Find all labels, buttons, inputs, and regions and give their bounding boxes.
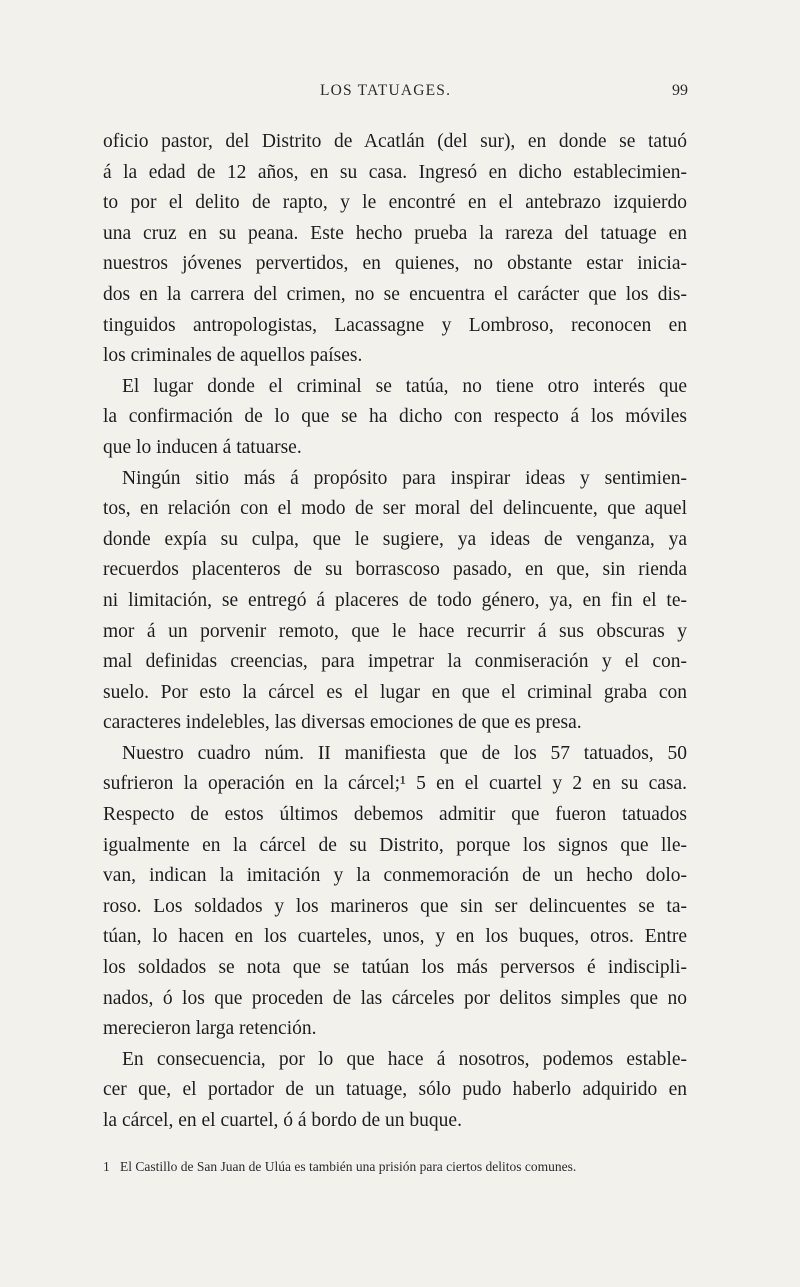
text-line: donde expía su culpa, que le sugiere, ya ideas de venganza, ya bbox=[103, 528, 687, 550]
footnote bbox=[103, 1158, 703, 1176]
page-number: 99 bbox=[672, 82, 688, 99]
text-line: roso. Los soldados y los marineros que sin ser delincuentes se ta- bbox=[103, 895, 687, 917]
text-line: Nuestro cuadro núm. II manifiesta que de los 57 tatuados, 50 bbox=[122, 742, 687, 764]
text-line: Ningún sitio más á propósito para inspirar ideas y sentimien- bbox=[122, 467, 687, 489]
text-line: mor á un porvenir remoto, que le hace recurrir á sus obscuras y bbox=[103, 620, 687, 642]
text-line: suelo. Por esto la cárcel es el lugar en que el criminal graba con bbox=[103, 681, 687, 703]
text-line: cer que, el portador de un tatuage, sólo pudo haberlo adquirido en bbox=[103, 1079, 687, 1101]
text-line: que lo inducen á tatuarse. bbox=[103, 436, 302, 458]
footnote-marker: 1 bbox=[103, 1159, 110, 1174]
text-line: Respecto de estos últimos debemos admitir que fueron tatuados bbox=[103, 804, 687, 826]
text-line: ni limitación, se entregó á placeres de todo género, ya, en fin el te- bbox=[103, 589, 687, 611]
text-line: oficio pastor, del Distrito de Acatlán (del sur), en donde se tatuó bbox=[103, 131, 687, 152]
footnote-text: El Castillo de San Juan de Ulúa es también una prisión para ciertos delitos comunes. bbox=[120, 1159, 577, 1174]
text-line: tos, en relación con el modo de ser moral del delincuente, que aquel bbox=[103, 498, 687, 520]
text-line: túan, lo hacen en los cuarteles, unos, y en los buques, otros. Entre bbox=[103, 926, 687, 948]
text-line: recuerdos placenteros de su borrascoso pasado, en que, sin rienda bbox=[103, 559, 687, 581]
text-line: to por el delito de rapto, y le encontré en el antebrazo izquierdo bbox=[103, 192, 687, 214]
text-line: merecieron larga retención. bbox=[103, 1018, 317, 1040]
running-title: LOS TATUAGES. bbox=[320, 82, 452, 99]
text-line: dos en la carrera del crimen, no se encuentra el carácter que los dis- bbox=[103, 283, 687, 305]
text-line: tinguidos antropologistas, Lacassagne y Lombroso, reconocen en bbox=[103, 314, 687, 336]
running-head bbox=[0, 82, 800, 106]
text-line: la cárcel, en el cuartel, ó á bordo de un buque. bbox=[103, 1110, 462, 1131]
text-line: El lugar donde el criminal se tatúa, no tiene otro interés que bbox=[122, 375, 687, 397]
text-line: nuestros jóvenes pervertidos, en quienes, no obstante estar inicia- bbox=[103, 253, 687, 275]
text-line: la confirmación de lo que se ha dicho con respecto á los móviles bbox=[103, 406, 687, 428]
text-line: caracteres indelebles, las diversas emociones de que es presa. bbox=[103, 712, 582, 734]
text-line: igualmente en la cárcel de su Distrito, porque los signos que lle- bbox=[103, 834, 687, 856]
text-line: los soldados se nota que se tatúan los más perversos é indiscipli- bbox=[103, 957, 687, 979]
text-line: En consecuencia, por lo que hace á nosotros, podemos estable- bbox=[122, 1048, 687, 1070]
text-line: mal definidas creencias, para impetrar la conmiseración y el con- bbox=[103, 651, 687, 673]
body-text bbox=[103, 127, 687, 1137]
text-line: van, indican la imitación y la conmemoración de un hecho dolo- bbox=[103, 865, 687, 887]
text-line: nados, ó los que proceden de las cárceles por delitos simples que no bbox=[103, 987, 687, 1009]
text-line: á la edad de 12 años, en su casa. Ingresó en dicho establecimien- bbox=[103, 161, 687, 183]
text-line: los criminales de aquellos países. bbox=[103, 345, 363, 367]
text-line: una cruz en su peana. Este hecho prueba la rareza del tatuage en bbox=[103, 222, 687, 244]
text-line: sufrieron la operación en la cárcel;¹ 5 en el cuartel y 2 en su casa. bbox=[103, 773, 687, 795]
